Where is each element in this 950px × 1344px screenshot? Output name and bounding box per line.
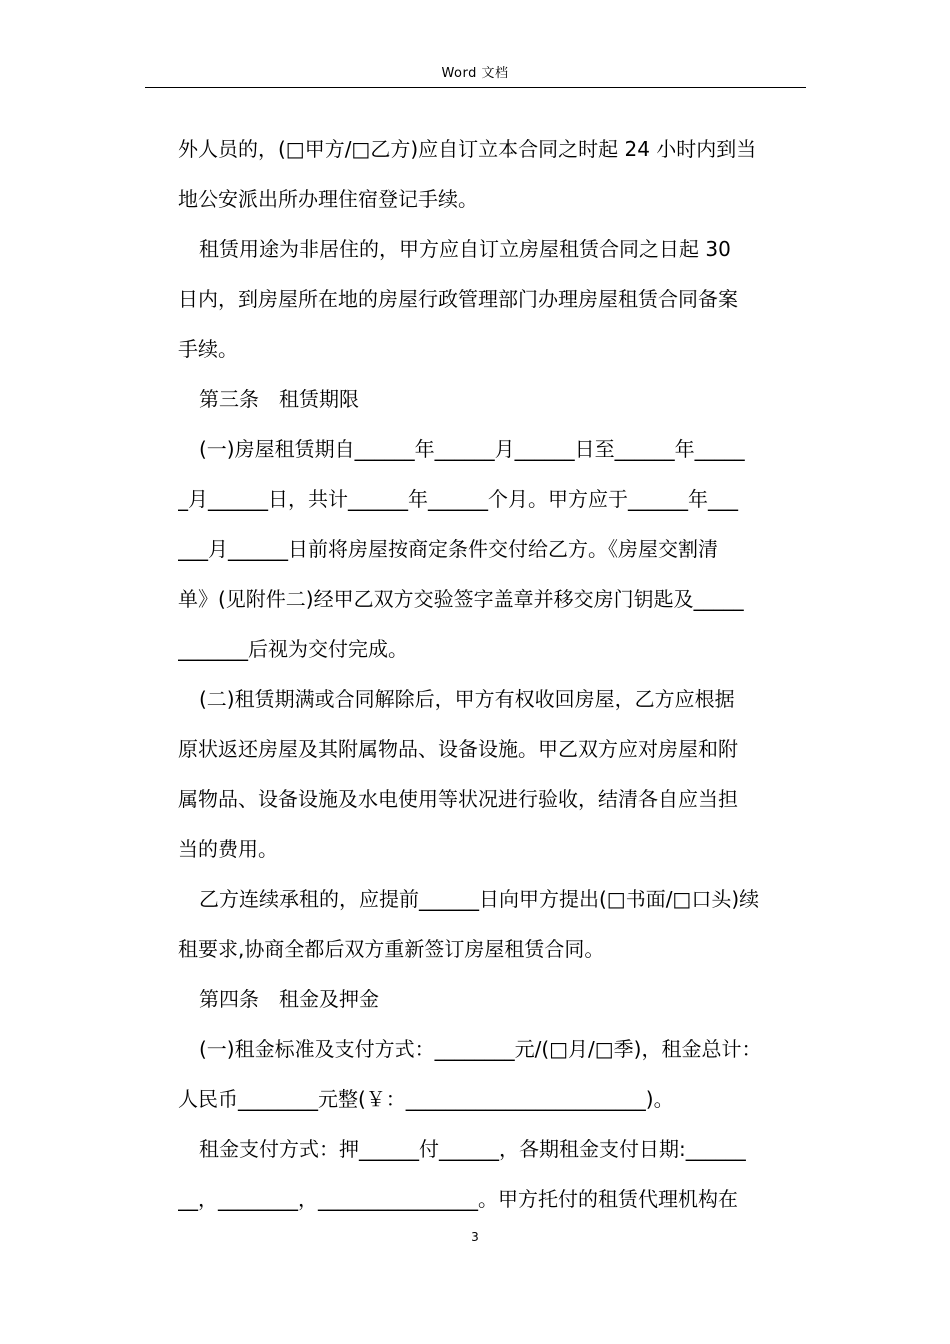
page-number: 3 (471, 1230, 479, 1244)
text-line: 手续。 (178, 337, 238, 361)
text-line: (一)房屋租赁期自______年______月______日至______年_____ (199, 437, 745, 461)
text-line: 租金支付方式：押______付______，各期租金支付日期:______ (199, 1137, 746, 1161)
text-line: 地公安派出所办理住宿登记手续。 (178, 187, 478, 211)
text-line: 单》(见附件二)经甲乙双方交验签字盖章并移交房门钥匙及_____ (178, 587, 744, 611)
section-heading: 第四条 租金及押金 (199, 987, 379, 1011)
text-line: 日内，到房屋所在地的房屋行政管理部门办理房屋租赁合同备案 (178, 287, 738, 311)
text-line: (二)租赁期满或合同解除后，甲方有权收回房屋，乙方应根据 (199, 687, 735, 711)
section-heading: 第三条 租赁期限 (199, 387, 359, 411)
text-line: 当的费用。 (178, 837, 278, 861)
text-line: (一)租金标准及支付方式：________元/(□月/□季)，租金总计： (199, 1037, 762, 1061)
text-line: __，________，________________。甲方托付的租赁代理机构在 (178, 1187, 738, 1211)
header-divider (145, 87, 806, 88)
page-header: Word 文档 (441, 66, 509, 81)
text-line: ___月______日前将房屋按商定条件交付给乙方。《房屋交割清 (178, 537, 718, 561)
text-line: 租要求,协商全都后双方重新签订房屋租赁合同。 (178, 937, 605, 961)
text-line: 人民币________元整(￥：________________________)。 (178, 1087, 674, 1111)
text-line: _______后视为交付完成。 (178, 637, 408, 661)
text-line: 租赁用途为非居住的，甲方应自订立房屋租赁合同之日起 30 (199, 237, 731, 261)
text-line: 原状返还房屋及其附属物品、设备设施。甲乙双方应对房屋和附 (178, 737, 738, 761)
text-line: 属物品、设备设施及水电使用等状况进行验收，结清各自应当担 (178, 787, 738, 811)
document-body (178, 124, 806, 1224)
text-line: 外人员的，(□甲方/□乙方)应自订立本合同之时起 24 小时内到当 (178, 137, 757, 161)
text-line: 乙方连续承租的，应提前______日向甲方提出(□书面/□口头)续 (199, 887, 760, 911)
text-line: _月______日，共计______年______个月。甲方应于______年___ (178, 487, 738, 511)
